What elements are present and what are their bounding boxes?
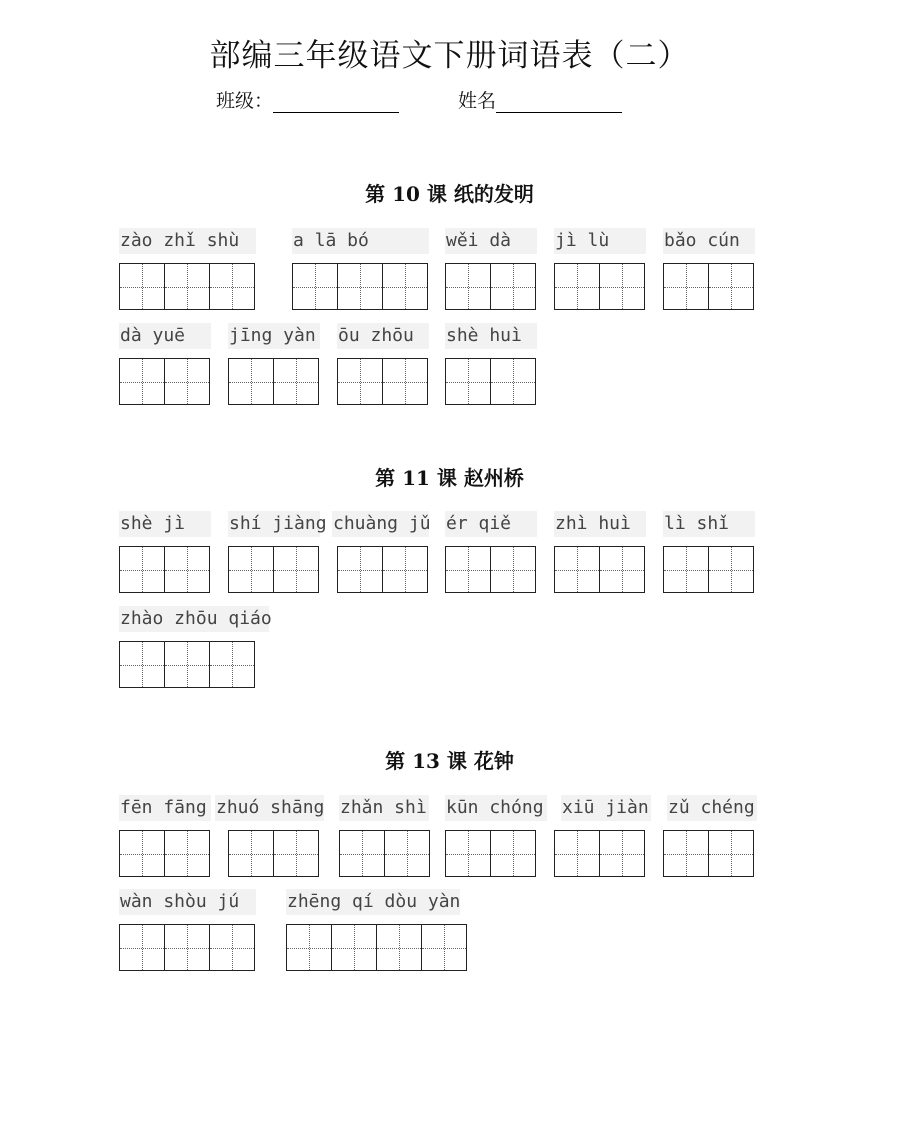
pinyin-label: zǔ chéng bbox=[667, 795, 757, 821]
pinyin-label: wàn shòu jú bbox=[119, 889, 256, 915]
pinyin-label: wěi dà bbox=[445, 228, 537, 254]
tianzige-grid[interactable] bbox=[663, 546, 754, 593]
pinyin-label: jīng yàn bbox=[228, 323, 320, 349]
pinyin-label: dà yuē bbox=[119, 323, 211, 349]
tianzige-cell[interactable] bbox=[663, 263, 709, 310]
tianzige-cell[interactable] bbox=[119, 641, 165, 688]
pinyin-label: shè jì bbox=[119, 511, 211, 537]
tianzige-grid[interactable] bbox=[337, 546, 428, 593]
pinyin-label: fēn fāng bbox=[119, 795, 211, 821]
worksheet-title: 部编三年级语文下册词语表（二） bbox=[209, 38, 690, 74]
tianzige-cell[interactable] bbox=[337, 546, 383, 593]
pinyin-label: zhào zhōu qiáo bbox=[119, 606, 269, 632]
tianzige-cell[interactable] bbox=[119, 263, 165, 310]
tianzige-cell[interactable] bbox=[382, 263, 428, 310]
pinyin-label: a lā bó bbox=[292, 228, 429, 254]
lesson-title: 第 13 课 花钟 bbox=[385, 749, 514, 773]
tianzige-cell[interactable] bbox=[445, 830, 491, 877]
tianzige-grid[interactable] bbox=[119, 830, 210, 877]
tianzige-cell[interactable] bbox=[209, 641, 255, 688]
pinyin-label: bǎo cún bbox=[663, 228, 755, 254]
tianzige-cell[interactable] bbox=[663, 830, 709, 877]
tianzige-cell[interactable] bbox=[421, 924, 467, 971]
tianzige-grid[interactable] bbox=[228, 546, 319, 593]
pinyin-label: ér qiě bbox=[445, 511, 537, 537]
tianzige-grid[interactable] bbox=[554, 830, 645, 877]
pinyin-label: zào zhǐ shù bbox=[119, 228, 256, 254]
tianzige-cell[interactable] bbox=[445, 263, 491, 310]
name-blank-line[interactable] bbox=[496, 93, 622, 113]
tianzige-cell[interactable] bbox=[286, 924, 332, 971]
tianzige-cell[interactable] bbox=[339, 830, 385, 877]
tianzige-cell[interactable] bbox=[708, 830, 754, 877]
tianzige-cell[interactable] bbox=[337, 358, 383, 405]
pinyin-label: xiū jiàn bbox=[561, 795, 651, 821]
class-blank-line[interactable] bbox=[273, 93, 399, 113]
lesson-title: 第 10 课 纸的发明 bbox=[365, 182, 534, 206]
tianzige-cell[interactable] bbox=[445, 358, 491, 405]
tianzige-cell[interactable] bbox=[209, 924, 255, 971]
tianzige-grid[interactable] bbox=[119, 924, 255, 971]
tianzige-cell[interactable] bbox=[708, 546, 754, 593]
tianzige-cell[interactable] bbox=[228, 358, 274, 405]
tianzige-grid[interactable] bbox=[119, 358, 210, 405]
tianzige-cell[interactable] bbox=[164, 358, 210, 405]
tianzige-cell[interactable] bbox=[164, 924, 210, 971]
pinyin-label: zhǎn shì bbox=[339, 795, 429, 821]
tianzige-cell[interactable] bbox=[384, 830, 430, 877]
tianzige-cell[interactable] bbox=[490, 830, 536, 877]
tianzige-grid[interactable] bbox=[663, 830, 754, 877]
tianzige-grid[interactable] bbox=[445, 830, 536, 877]
tianzige-cell[interactable] bbox=[490, 358, 536, 405]
tianzige-cell[interactable] bbox=[119, 830, 165, 877]
tianzige-grid[interactable] bbox=[119, 641, 255, 688]
tianzige-grid[interactable] bbox=[228, 358, 319, 405]
tianzige-cell[interactable] bbox=[376, 924, 422, 971]
tianzige-cell[interactable] bbox=[554, 263, 600, 310]
tianzige-cell[interactable] bbox=[119, 546, 165, 593]
tianzige-grid[interactable] bbox=[445, 263, 536, 310]
tianzige-grid[interactable] bbox=[663, 263, 754, 310]
tianzige-cell[interactable] bbox=[708, 263, 754, 310]
class-label: 班级： bbox=[216, 90, 274, 112]
tianzige-grid[interactable] bbox=[339, 830, 430, 877]
tianzige-cell[interactable] bbox=[490, 263, 536, 310]
tianzige-cell[interactable] bbox=[209, 263, 255, 310]
tianzige-grid[interactable] bbox=[228, 830, 319, 877]
tianzige-cell[interactable] bbox=[663, 546, 709, 593]
pinyin-label: zhì huì bbox=[554, 511, 646, 537]
tianzige-cell[interactable] bbox=[164, 641, 210, 688]
tianzige-cell[interactable] bbox=[228, 830, 274, 877]
pinyin-label: chuàng jǔ bbox=[332, 511, 429, 537]
tianzige-cell[interactable] bbox=[292, 263, 338, 310]
tianzige-grid[interactable] bbox=[286, 924, 467, 971]
tianzige-cell[interactable] bbox=[382, 358, 428, 405]
tianzige-cell[interactable] bbox=[273, 546, 319, 593]
pinyin-label: zhēng qí dòu yàn bbox=[286, 889, 460, 915]
tianzige-cell[interactable] bbox=[554, 546, 600, 593]
tianzige-grid[interactable] bbox=[292, 263, 428, 310]
tianzige-grid[interactable] bbox=[554, 546, 645, 593]
pinyin-label: jì lù bbox=[554, 228, 646, 254]
tianzige-grid[interactable] bbox=[119, 263, 255, 310]
tianzige-cell[interactable] bbox=[119, 924, 165, 971]
tianzige-cell[interactable] bbox=[119, 358, 165, 405]
tianzige-cell[interactable] bbox=[273, 358, 319, 405]
pinyin-label: shè huì bbox=[445, 323, 537, 349]
pinyin-label: lì shǐ bbox=[663, 511, 755, 537]
tianzige-cell[interactable] bbox=[164, 830, 210, 877]
tianzige-cell[interactable] bbox=[164, 263, 210, 310]
class-field bbox=[216, 86, 399, 113]
tianzige-cell[interactable] bbox=[164, 546, 210, 593]
lesson-title: 第 11 课 赵州桥 bbox=[375, 466, 524, 490]
tianzige-cell[interactable] bbox=[599, 830, 645, 877]
pinyin-label: ōu zhōu bbox=[337, 323, 429, 349]
tianzige-cell[interactable] bbox=[228, 546, 274, 593]
tianzige-cell[interactable] bbox=[599, 546, 645, 593]
tianzige-cell[interactable] bbox=[490, 546, 536, 593]
tianzige-cell[interactable] bbox=[554, 830, 600, 877]
tianzige-grid[interactable] bbox=[554, 263, 645, 310]
tianzige-grid[interactable] bbox=[445, 546, 536, 593]
tianzige-cell[interactable] bbox=[273, 830, 319, 877]
tianzige-grid[interactable] bbox=[445, 358, 536, 405]
tianzige-cell[interactable] bbox=[337, 263, 383, 310]
tianzige-cell[interactable] bbox=[382, 546, 428, 593]
pinyin-label: shí jiàng bbox=[228, 511, 320, 537]
name-field bbox=[458, 86, 622, 113]
pinyin-label: zhuó shāng bbox=[215, 795, 324, 821]
tianzige-cell[interactable] bbox=[599, 263, 645, 310]
tianzige-grid[interactable] bbox=[337, 358, 428, 405]
pinyin-label: kūn chóng bbox=[445, 795, 547, 821]
tianzige-grid[interactable] bbox=[119, 546, 210, 593]
tianzige-cell[interactable] bbox=[331, 924, 377, 971]
tianzige-cell[interactable] bbox=[445, 546, 491, 593]
name-label: 姓名 bbox=[458, 90, 497, 112]
